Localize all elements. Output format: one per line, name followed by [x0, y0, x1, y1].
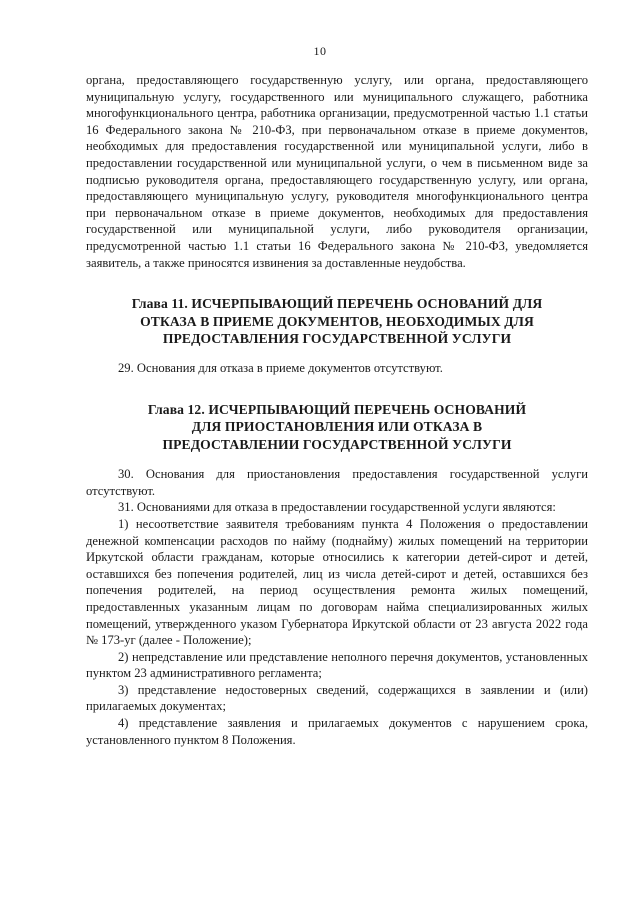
chapter-12-heading-line-1: Глава 12. ИСЧЕРПЫВАЮЩИЙ ПЕРЕЧЕНЬ ОСНОВАНИЙ [147, 401, 527, 417]
sub-item-3: 3) представление недостоверных сведений, содержащихся в заявлении и (или) прилагаемых документах; [86, 682, 588, 714]
item-29: 29. Основания для отказа в приеме документов отсутствуют. [118, 361, 443, 376]
chapter-12-heading [86, 401, 588, 453]
document-body [86, 72, 588, 748]
sub-item-4: 4) представление заявления и прилагаемых документов с нарушением срока, установленного пунктом 8 Положения. [86, 716, 588, 747]
sub-item-2: 2) непредставление или представление неполного перечня документов, установленных пунктом 23 административного регламента; [86, 649, 588, 681]
chapter-11-heading-line-1: Глава 11. ИСЧЕРПЫВАЮЩИЙ ПЕРЕЧЕНЬ ОСНОВАНИЙ ДЛЯ [131, 296, 543, 312]
chapter-11-heading-line-2: ОТКАЗА В ПРИЕМЕ ДОКУМЕНТОВ, НЕОБХОДИМЫХ ДЛЯ [140, 313, 534, 329]
chapter-12-heading-line-3: ПРЕДОСТАВЛЕНИИ ГОСУДАРСТВЕННОЙ УСЛУГИ [162, 436, 512, 452]
chapter-12-heading-line-2: ДЛЯ ПРИОСТАНОВЛЕНИЯ ИЛИ ОТКАЗА В [191, 419, 483, 435]
page-number: 10 [313, 44, 327, 58]
sub-item-1: 1) несоответствие заявителя требованиям пункта 4 Положения о предоставлении денежной компенсации расходов по найму (поднайму) жилых помещений на территории Иркутской области гражданам, которые относились к категории детей-сирот и детей, оставшихся без попечения родителей, лиц из числа детей-сирот и детей, оставшихся без попечения родителей, на период осуществления ремонта жилых помещений, предоставленных указанным лицам по договорам найма специализированных жилых помещений, утвержденного указом Губернатора Иркутской области от 23 августа 2022 года № 173-уг (далее - Положение); [86, 516, 588, 648]
chapter-11-heading [86, 295, 588, 347]
intro-paragraph: органа, предоставляющего государственную услугу, или органа, предоставляющего муниципальную услугу, государственного или муниципального служащего, работника многофункционального центра, работника организации, предусмотренной частью 1.1 статьи 16 Федерального закона № 210-ФЗ, при первоначальном отказе в приеме документов, необходимых для предоставления государственной или муниципальной услуги, либо в предоставлении государственной или муниципальной услуги, о чем в письменном виде за подписью руководителя органа, предоставляющего государственную услугу, или органа, предоставляющего муниципальную услугу, руководителя многофункционального центра при первоначальном отказе в приеме документов, необходимых для предоставления государственной или муниципальной услуги, либо руководителя организации, предусмотренной частью 1.1 статьи 16 Федерального закона № 210-ФЗ, уведомляется заявитель, а также приносятся извинения за доставленные неудобства. [86, 73, 588, 270]
chapter-11-heading-line-3: ПРЕДОСТАВЛЕНИЯ ГОСУДАРСТВЕННОЙ УСЛУГИ [162, 330, 512, 346]
item-30: 30. Основания для приостановления предоставления государственной услуги отсутствуют. [86, 467, 588, 498]
item-31: 31. Основаниями для отказа в предоставлении государственной услуги являются: [118, 500, 556, 515]
